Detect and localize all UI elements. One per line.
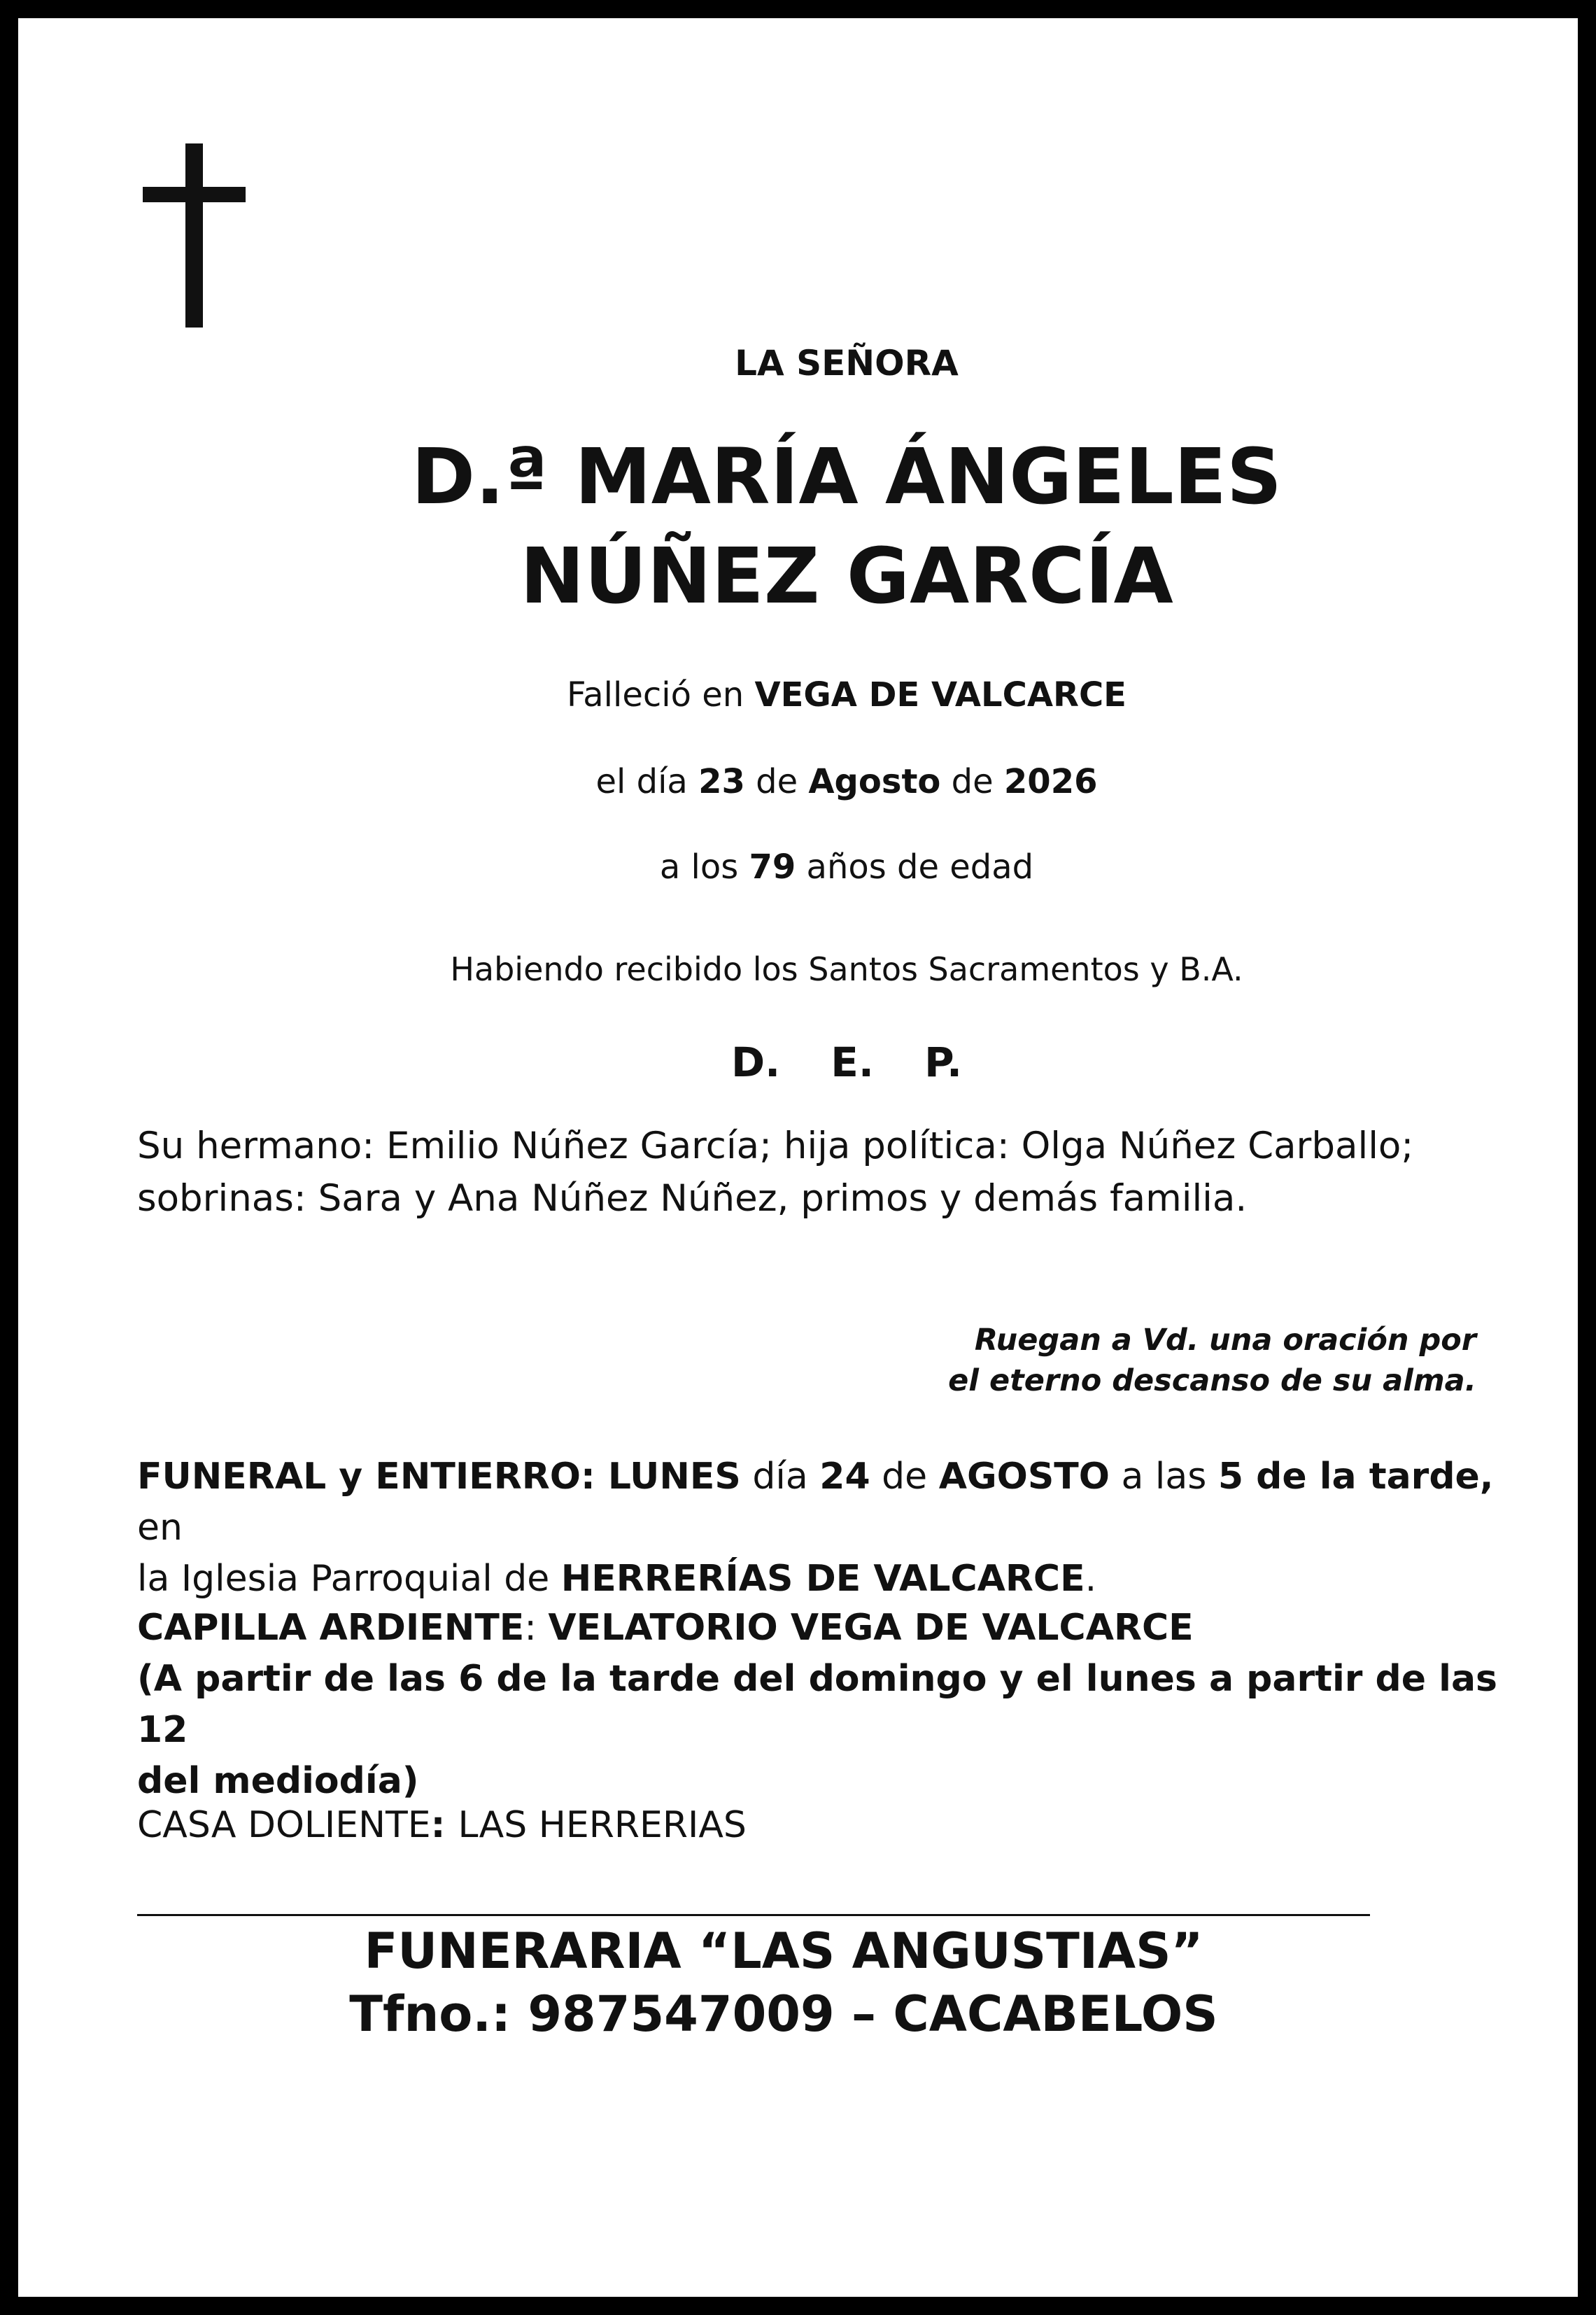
wake-label: CAPILLA ARDIENTE xyxy=(137,1607,525,1649)
name-line-2: NÚÑEZ GARCÍA xyxy=(520,531,1173,621)
mourning-house xyxy=(137,1800,1502,1851)
funeral-text-2: de xyxy=(870,1456,939,1498)
funeral-month: AGOSTO xyxy=(938,1456,1110,1498)
funeral-text-6: . xyxy=(1085,1558,1097,1600)
wake-info xyxy=(137,1603,1502,1807)
sacraments-text: Habiendo recibido los Santos Sacramentos y B.A. xyxy=(450,950,1243,988)
funeral-line-1 xyxy=(137,1451,1502,1554)
age xyxy=(133,843,1560,892)
wake-separator: : xyxy=(524,1607,549,1649)
funeral-church: HERRERÍAS DE VALCARCE xyxy=(560,1558,1085,1600)
family-line-2: sobrinas: Sara y Ana Núñez Núñez, primos y demás familia. xyxy=(137,1177,1248,1220)
divider xyxy=(137,1914,1370,1916)
prayer-line-2: el eterno descanso de su alma. xyxy=(948,1363,1476,1398)
funeral-home-phone: Tfno.: 987547009 – CACABELOS xyxy=(349,1985,1218,2043)
wake-place: VELATORIO VEGA DE VALCARCE xyxy=(548,1607,1194,1649)
date-year: 2026 xyxy=(1003,762,1098,801)
funeral-label: FUNERAL y ENTIERRO: LUNES xyxy=(137,1456,741,1498)
funeral-info xyxy=(137,1451,1502,1605)
funeral-line-2 xyxy=(137,1554,1502,1605)
wake-hours-line-1: (A partir de las 6 de la tarde del domingo y el lunes a partir de las 12 xyxy=(137,1658,1498,1751)
date-month: Agosto xyxy=(808,762,941,801)
mourning-house-separator: : xyxy=(430,1804,458,1846)
dep-text: D. E. P. xyxy=(730,1039,963,1086)
funeral-text-3: a las xyxy=(1109,1456,1218,1498)
death-place xyxy=(133,670,1560,719)
age-value: 79 xyxy=(749,847,796,887)
date-connector-1: de xyxy=(744,762,809,801)
funeral-text-1: día xyxy=(740,1456,820,1498)
funeral-time: 5 de la tarde, xyxy=(1217,1456,1494,1498)
cross-icon xyxy=(143,143,246,328)
funeral-text-4: en xyxy=(137,1507,183,1549)
wake-hours-line-2: del mediodía) xyxy=(137,1760,419,1802)
wake-line-1 xyxy=(137,1603,1502,1654)
family-list xyxy=(137,1120,1502,1225)
notice-title: LA SEÑORA xyxy=(735,343,959,384)
mourning-house-place: LAS HERRERIAS xyxy=(458,1804,747,1846)
death-place-prefix: Falleció en xyxy=(567,675,755,715)
funeral-text-5: la Iglesia Parroquial de xyxy=(137,1558,561,1600)
prayer-request xyxy=(948,1320,1476,1401)
deceased-name xyxy=(133,427,1560,626)
date-prefix: el día xyxy=(595,762,699,801)
prayer-line-1: Ruegan a Vd. una oración por xyxy=(974,1323,1476,1358)
family-line-1: Su hermano: Emilio Núñez García; hija política: Olga Núñez Carballo; xyxy=(137,1125,1414,1167)
death-date xyxy=(133,757,1560,806)
date-connector-2: de xyxy=(940,762,1004,801)
age-suffix: años de edad xyxy=(796,847,1034,887)
funeral-home-name: FUNERARIA “LAS ANGUSTIAS” xyxy=(364,1922,1203,1980)
funeral-day: 24 xyxy=(819,1456,870,1498)
mourning-house-label: CASA DOLIENTE xyxy=(137,1804,431,1846)
death-place-value: VEGA DE VALCARCE xyxy=(754,675,1127,715)
age-prefix: a los xyxy=(659,847,749,887)
name-line-1: D.ª MARÍA ÁNGELES xyxy=(411,432,1283,521)
date-day: 23 xyxy=(698,762,745,801)
